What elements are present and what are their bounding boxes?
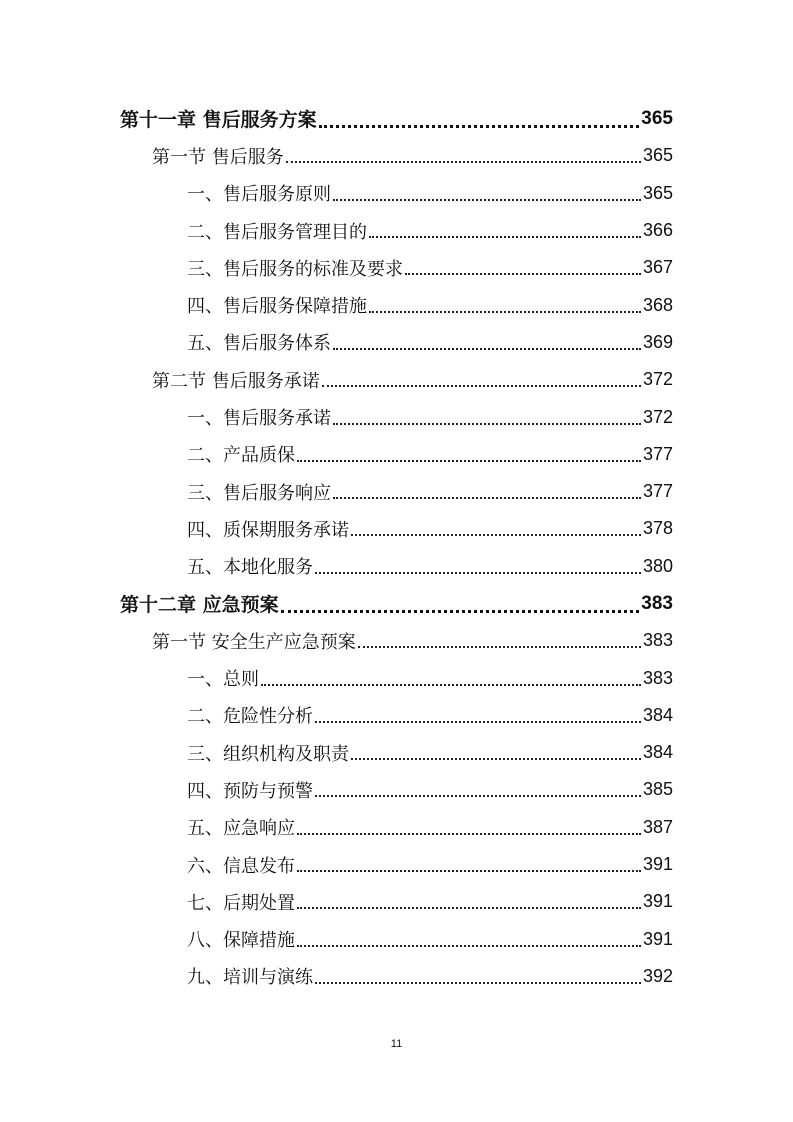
toc-entry-page: 372: [642, 406, 673, 427]
toc-section-entry[interactable]: [0, 137, 793, 174]
toc-dot-leader: [297, 459, 641, 462]
toc-subsection-entry[interactable]: [0, 734, 793, 771]
toc-subsection-entry[interactable]: [0, 659, 793, 696]
toc-subsection-entry[interactable]: [0, 436, 793, 473]
toc-dot-leader: [315, 794, 641, 797]
toc-entry-page: 384: [642, 704, 673, 725]
toc-dot-leader: [297, 869, 641, 872]
toc-dot-leader: [297, 832, 641, 835]
toc-dot-leader: [333, 347, 641, 350]
toc-entry-page: 367: [642, 257, 673, 278]
toc-dot-leader: [286, 160, 641, 163]
toc-entry-page: 385: [642, 779, 673, 800]
toc-dot-leader: [351, 757, 641, 760]
toc-dot-leader: [261, 683, 641, 686]
toc-entry-page: 372: [642, 369, 673, 390]
toc-dot-leader: [369, 235, 641, 238]
toc-entry-page: 383: [642, 667, 673, 688]
toc-entry-page: 391: [642, 891, 673, 912]
toc-subsection-entry[interactable]: [0, 771, 793, 808]
toc-entry-page: 387: [642, 816, 673, 837]
toc-subsection-entry[interactable]: [0, 510, 793, 547]
toc-subsection-entry[interactable]: [0, 286, 793, 323]
toc-dot-leader: [358, 645, 641, 648]
toc-entry-title: 五、本地化服务: [187, 557, 313, 579]
toc-entry-title: 第二节 售后服务承诺: [152, 370, 320, 392]
toc-dot-leader: [405, 272, 641, 275]
toc-subsection-entry[interactable]: [0, 548, 793, 585]
toc-entry-page: 377: [642, 481, 673, 502]
toc-subsection-entry[interactable]: [0, 809, 793, 846]
toc-dot-leader: [333, 198, 641, 201]
toc-entry-page: 391: [642, 928, 673, 949]
toc-entry-page: 384: [642, 742, 673, 763]
toc-entry-page: 391: [642, 854, 673, 875]
toc-dot-leader: [322, 384, 641, 387]
toc-entry-page: 380: [642, 555, 673, 576]
toc-entry-title: 一、售后服务承诺: [187, 408, 331, 430]
toc-subsection-entry[interactable]: [0, 249, 793, 286]
toc-dot-leader: [297, 944, 641, 947]
toc-entry-title: 第十二章 应急预案: [120, 594, 279, 616]
toc-entry-page: 383: [642, 630, 673, 651]
toc-subsection-entry[interactable]: [0, 883, 793, 920]
toc-dot-leader: [315, 571, 641, 574]
toc-entry-page: 377: [642, 443, 673, 464]
toc-entry-page: 365: [642, 182, 673, 203]
table-of-contents: [0, 100, 793, 995]
toc-entry-title: 二、危险性分析: [187, 706, 313, 728]
toc-entry-title: 第十一章 售后服务方案: [120, 109, 317, 132]
toc-entry-title: 三、售后服务的标准及要求: [187, 258, 403, 280]
toc-entry-page: 366: [642, 220, 673, 241]
toc-entry-title: 五、应急响应: [187, 818, 295, 840]
toc-entry-title: 四、预防与预警: [187, 780, 313, 802]
toc-dot-leader: [369, 310, 641, 313]
toc-dot-leader: [297, 906, 641, 909]
toc-entry-page: 365: [642, 145, 673, 166]
toc-entry-page: 383: [641, 592, 673, 614]
toc-dot-leader: [315, 720, 641, 723]
toc-dot-leader: [319, 124, 640, 128]
toc-subsection-entry[interactable]: [0, 921, 793, 958]
toc-entry-title: 二、售后服务管理目的: [187, 221, 367, 243]
toc-section-entry[interactable]: [0, 361, 793, 398]
toc-entry-title: 八、保障措施: [187, 930, 295, 952]
toc-entry-page: 378: [642, 518, 673, 539]
toc-subsection-entry[interactable]: [0, 398, 793, 435]
toc-entry-title: 一、总则: [187, 669, 259, 691]
toc-entry-title: 六、信息发布: [187, 855, 295, 877]
toc-entry-title: 一、售后服务原则: [187, 184, 331, 206]
toc-entry-title: 三、组织机构及职责: [187, 743, 349, 765]
toc-chapter-entry[interactable]: [0, 585, 793, 622]
toc-entry-title: 三、售后服务响应: [187, 482, 331, 504]
toc-entry-page: 392: [642, 965, 673, 986]
toc-entry-title: 九、培训与演练: [187, 967, 313, 989]
toc-dot-leader: [333, 422, 641, 425]
toc-dot-leader: [281, 609, 640, 613]
toc-dot-leader: [351, 533, 641, 536]
toc-entry-title: 五、售后服务体系: [187, 333, 331, 355]
toc-entry-title: 四、质保期服务承诺: [187, 519, 349, 541]
toc-subsection-entry[interactable]: [0, 958, 793, 995]
toc-dot-leader: [315, 981, 641, 984]
toc-subsection-entry[interactable]: [0, 175, 793, 212]
toc-entry-title: 四、售后服务保障措施: [187, 296, 367, 318]
toc-subsection-entry[interactable]: [0, 324, 793, 361]
toc-subsection-entry[interactable]: [0, 473, 793, 510]
toc-entry-title: 二、产品质保: [187, 445, 295, 467]
toc-section-entry[interactable]: [0, 622, 793, 659]
page-number: 11: [390, 1038, 403, 1050]
toc-entry-page: 365: [641, 107, 673, 129]
toc-entry-page: 369: [642, 331, 673, 352]
toc-entry-title: 第一节 安全生产应急预案: [152, 631, 356, 653]
toc-subsection-entry[interactable]: [0, 212, 793, 249]
toc-subsection-entry[interactable]: [0, 846, 793, 883]
toc-entry-title: 七、后期处置: [187, 892, 295, 914]
toc-dot-leader: [333, 496, 641, 499]
toc-entry-page: 368: [642, 294, 673, 315]
toc-entry-title: 第一节 售后服务: [152, 146, 284, 168]
toc-subsection-entry[interactable]: [0, 697, 793, 734]
toc-chapter-entry[interactable]: [0, 100, 793, 137]
